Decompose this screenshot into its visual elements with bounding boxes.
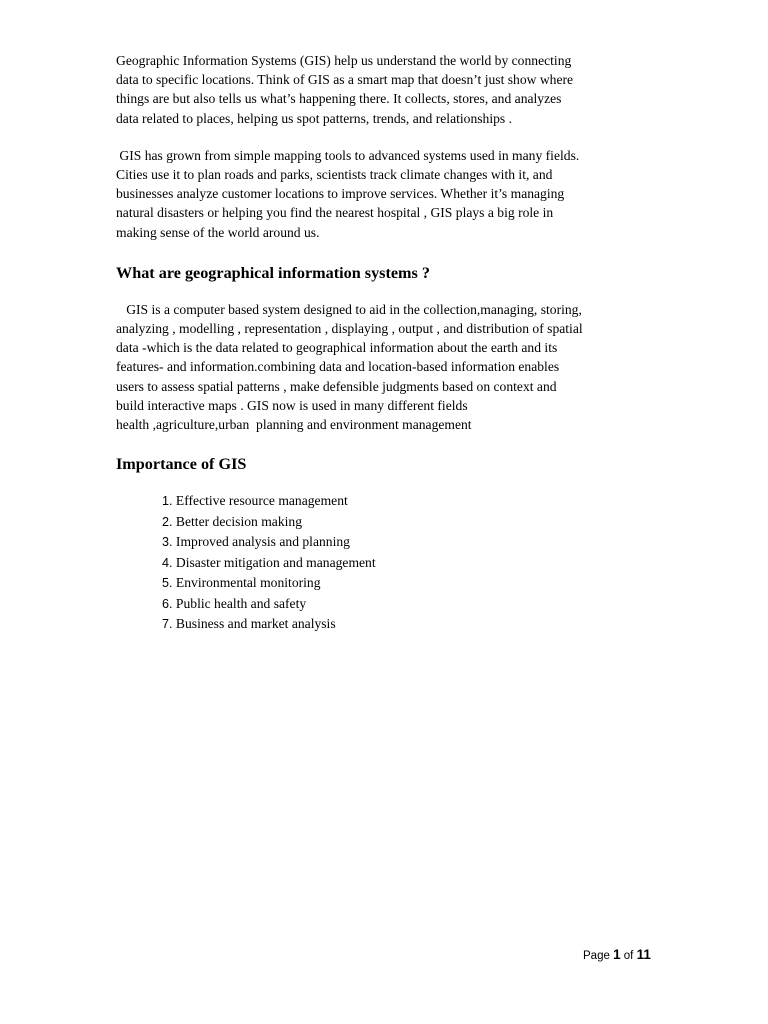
page-number-footer — [583, 947, 651, 962]
list-item-text: Disaster mitigation and management — [175, 554, 376, 570]
list-item-text: Better decision making — [175, 513, 303, 529]
section-heading: What are geographical information systems ? — [116, 263, 430, 282]
text-line: GIS has grown from simple mapping tools to advanced systems used in many fields. — [116, 147, 580, 163]
list-item — [162, 512, 656, 533]
text-line: businesses analyze customer locations to improve services. Whether it’s managing — [116, 186, 565, 202]
text-line: analyzing , modelling , representation , displaying , output , and distribution of spatial — [116, 321, 583, 337]
importance-list — [116, 491, 656, 635]
list-item — [162, 491, 656, 512]
list-item-text: Environmental monitoring — [175, 575, 321, 591]
list-item — [162, 553, 656, 574]
list-item-text: Business and market analysis — [175, 616, 336, 632]
definition-paragraph — [116, 300, 656, 434]
list-item-text: Improved analysis and planning — [175, 534, 350, 550]
text-line: making sense of the world around us. — [116, 224, 320, 240]
text-line: data -which is the data related to geographical information about the earth and its — [116, 340, 558, 356]
list-item — [162, 532, 656, 553]
list-number: 2. — [162, 514, 173, 529]
list-item-text: Public health and safety — [175, 595, 307, 611]
list-number: 6. — [162, 596, 173, 611]
text-line: things are but also tells us what’s happening there. It collects, stores, and analyzes — [116, 91, 562, 107]
current-page-number: 1 — [613, 947, 621, 962]
text-line: GIS is a computer based system designed to aid in the collection,managing, storing, — [116, 301, 582, 317]
text-line: data related to places, helping us spot patterns, trends, and relationships . — [116, 110, 513, 126]
list-item — [162, 614, 656, 635]
list-item — [162, 594, 656, 615]
list-number: 4. — [162, 555, 173, 570]
document-body — [116, 51, 656, 635]
text-line: health ,agriculture,urban planning and environment management — [116, 417, 472, 433]
text-line: data to specific locations. Think of GIS as a smart map that doesn’t just show where — [116, 72, 574, 88]
list-number: 5. — [162, 576, 173, 591]
text-line: Geographic Information Systems (GIS) help us understand the world by connecting — [116, 53, 572, 68]
of-label: of — [623, 950, 634, 962]
total-pages-number: 11 — [636, 947, 651, 962]
list-number: 7. — [162, 617, 173, 632]
growth-paragraph — [116, 146, 656, 242]
text-line: features- and information.combining data and location-based information enables — [116, 359, 560, 375]
text-line: build interactive maps . GIS now is used in many different fields — [116, 397, 468, 413]
section-heading: Importance of GIS — [116, 455, 247, 474]
list-item — [162, 573, 656, 594]
text-line: users to assess spatial patterns , make defensible judgments based on context and — [116, 378, 557, 394]
list-number: 1. — [162, 494, 173, 509]
list-number: 3. — [162, 535, 173, 550]
text-line: Cities use it to plan roads and parks, scientists track climate changes with it, and — [116, 167, 553, 183]
list-item-text: Effective resource management — [175, 493, 348, 509]
page-label: Page — [583, 950, 610, 962]
text-line: natural disasters or helping you find the nearest hospital , GIS plays a big role in — [116, 205, 554, 221]
intro-paragraph — [116, 51, 656, 128]
